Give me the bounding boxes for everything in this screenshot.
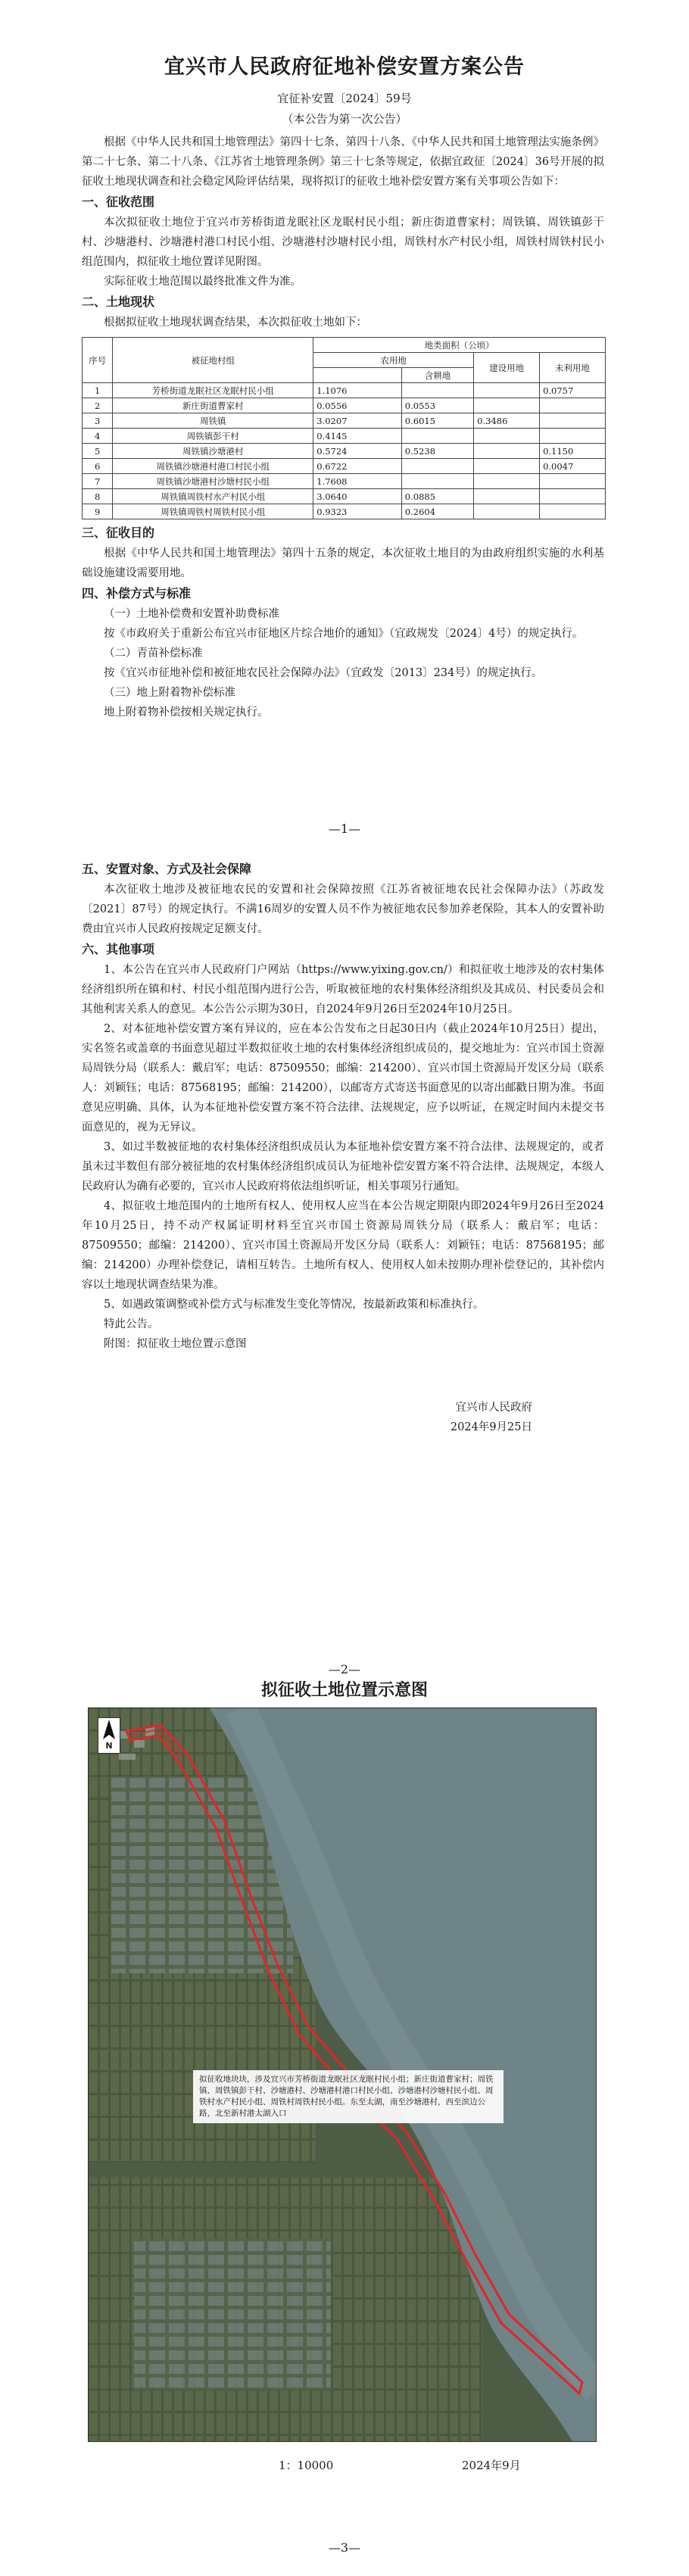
cell-farm: 1.1076 xyxy=(313,383,402,398)
section-4-2-title: （二）青苗补偿标准 xyxy=(104,647,203,660)
cell-cultivated xyxy=(401,459,473,474)
table-row xyxy=(83,429,606,444)
section-2-title: 二、土地现状 xyxy=(82,295,155,309)
cell-cultivated xyxy=(401,474,473,489)
signer: 宜兴市人民政府 xyxy=(455,1402,532,1414)
section-5-body: 本次征收土地涉及被征地农民的安置和社会保障按照《江苏省被征地农民社会保障办法》（苏政发〔2021〕87号）的规定执行。不满16周岁的安置人员不作为被征地农民参加养老保险，其本人的安置补助费由宜兴市人民政府按规定足额支付。 xyxy=(82,884,604,935)
cell-build xyxy=(474,398,540,413)
cell-unit: 周铁镇周铁村周铁村民小组 xyxy=(113,504,313,519)
cell-unit: 芳桥街道龙眠社区龙眠村民小组 xyxy=(113,383,313,398)
map-date: 2024年9月 xyxy=(462,2459,521,2472)
cell-unused xyxy=(540,398,606,413)
section-4-title: 四、补偿方式与标准 xyxy=(82,586,192,600)
cell-seq: 3 xyxy=(83,413,113,429)
cell-build xyxy=(474,383,540,398)
cell-farm: 3.0640 xyxy=(313,489,402,504)
cell-farm: 0.9323 xyxy=(313,504,402,519)
cell-build xyxy=(474,474,540,489)
section-3-body: 根据《中华人民共和国土地管理法》第四十五条的规定，本次征收土地目的为由政府组织实施的水利基础设施建设需要用地。 xyxy=(82,547,604,579)
map-annotation-box: 拟征收地块块，涉及宜兴市芳桥街道龙眠社区龙眠村民小组；新庄街道曹家村；周铁镇、周铁镇彭干村、沙塘港村、沙塘港村港口村民小组、沙塘港村沙塘村民小组、周铁村水产村民小组、周铁村周铁村民小组。东至太湖，南至沙塘港村，西至滨边公路，北至新村港太湖入口 xyxy=(193,2070,504,2123)
map-title: 拟征收土地位置示意图 xyxy=(260,1681,428,1700)
cell-unused xyxy=(540,474,606,489)
section-6-title: 六、其他事项 xyxy=(82,942,155,956)
cell-seq: 2 xyxy=(83,398,113,413)
cell-build xyxy=(474,504,540,519)
page-number-1: —1— xyxy=(328,822,361,836)
attachment-note: 附图：拟征收土地位置示意图 xyxy=(104,1338,247,1350)
cell-unused: 0.0757 xyxy=(540,383,606,398)
header-unused: 未利用地 xyxy=(540,353,606,383)
other-item-5: 5、如遇政策调整或补偿方式与标准发生变化等情况，按最新政策和标准执行。 xyxy=(104,1299,485,1311)
cell-build xyxy=(474,444,540,459)
table-row xyxy=(83,504,606,519)
header-cultivated: 含耕地 xyxy=(401,368,473,383)
section-2-intro: 根据拟征收土地现状调查结果，本次拟征收土地如下： xyxy=(104,317,367,329)
cell-unused: 0.1150 xyxy=(540,444,606,459)
cell-cultivated: 0.5238 xyxy=(401,444,473,459)
location-map xyxy=(88,1707,597,2442)
other-item-4: 4、拟征收土地范围内的土地所有权人、使用权人应当在本公告规定期限内即2024年9月26日至2024年10月25日，持不动产权属证明材料至宜兴市国土资源局周铁分局（联系人：戴启军；电话：87509550；邮编：214200）、宜兴市国土资源局开发区分局（联系人：刘颖钰；电话：87568195；邮编：214200）办理补偿登记，请相互转告。土地所有权人、使用权人如未按期办理补偿登记的，其补偿内容以土地现状调查结果为准。 xyxy=(82,1200,604,1291)
page-number-2: —2— xyxy=(328,1662,361,1676)
header-build: 建设用地 xyxy=(474,353,540,383)
cell-unused xyxy=(540,429,606,444)
cell-build: 0.3486 xyxy=(474,413,540,429)
land-status-table xyxy=(82,337,606,519)
header-farm: 农用地 xyxy=(313,353,474,368)
map-scale: 1：10000 xyxy=(279,2459,334,2472)
cell-seq: 4 xyxy=(83,429,113,444)
table-row xyxy=(83,413,606,429)
intro-paragraph: 根据《中华人民共和国土地管理法》第四十七条、第四十八条、《中华人民共和国土地管理法实施条例》第二十七条、第二十八条、《江苏省土地管理条例》第三十七条等规定，依据宜政征〔2024〕36号开展的拟征收土地现状调查和社会稳定风险评估结果，现将拟订的征收土地补偿安置方案有关事项公告如下： xyxy=(82,136,604,188)
cell-cultivated: 0.6015 xyxy=(401,413,473,429)
north-arrow xyxy=(98,1717,120,1754)
section-5-title: 五、安置对象、方式及社会保障 xyxy=(82,862,252,876)
cell-unit: 新庄街道曹家村 xyxy=(113,398,313,413)
page-number-3: —3— xyxy=(328,2540,361,2555)
header-area: 地类面积（公顷） xyxy=(313,338,606,353)
cell-seq: 9 xyxy=(83,504,113,519)
cell-cultivated xyxy=(401,429,473,444)
cell-farm: 0.6722 xyxy=(313,459,402,474)
page-2 xyxy=(0,848,689,1639)
cell-seq: 6 xyxy=(83,459,113,474)
cell-cultivated: 0.0553 xyxy=(401,398,473,413)
section-4-1-title: （一）土地补偿费和安置补助费标准 xyxy=(104,608,279,620)
cell-unit: 周铁镇彭干村 xyxy=(113,429,313,444)
page-3 xyxy=(0,1639,689,2576)
table-row xyxy=(83,398,606,413)
north-arrow-icon xyxy=(98,1718,120,1741)
cell-build xyxy=(474,459,540,474)
cell-farm: 0.0556 xyxy=(313,398,402,413)
cell-unit: 周铁镇沙塘港村沙塘村民小组 xyxy=(113,474,313,489)
cell-cultivated xyxy=(401,383,473,398)
notice-title: 宜兴市人民政府征地补偿安置方案公告 xyxy=(164,55,525,79)
cell-unused xyxy=(540,413,606,429)
table-row xyxy=(83,383,606,398)
header-farm-sub xyxy=(313,368,402,383)
cell-farm: 1.7608 xyxy=(313,474,402,489)
cell-unused: 0.0047 xyxy=(540,459,606,474)
cell-unit: 周铁镇周铁村水产村民小组 xyxy=(113,489,313,504)
cell-unused xyxy=(540,504,606,519)
section-4-3-body: 地上附着物补偿按相关规定执行。 xyxy=(104,706,269,719)
section-1-title: 一、征收范围 xyxy=(82,195,155,209)
table-row xyxy=(83,474,606,489)
cell-seq: 7 xyxy=(83,474,113,489)
other-item-1: 1、本公告在宜兴市人民政府门户网站（https://www.yixing.gov.cn/）和拟征收土地涉及的农村集体经济组织所在镇和村、村民小组范围内进行公告，听取被征地的农村集体经济组织及其成员、村民委员会和其他利害关系人的意见。本公告公示期为30日，自2024年9月26日至2024年10月25日。 xyxy=(82,964,604,1015)
notice-session: （本公告为第一次公告） xyxy=(282,112,407,126)
cell-unit: 周铁镇 xyxy=(113,413,313,429)
cell-unit: 周铁镇沙塘港村港口村民小组 xyxy=(113,459,313,474)
section-4-1-body: 按《市政府关于重新公布宜兴市征地区片综合地价的通知》（宜政规发〔2024〕4号）的规定执行。 xyxy=(104,628,584,640)
header-unit: 被征地村组 xyxy=(113,338,313,383)
header-seq: 序号 xyxy=(83,338,113,383)
table-row xyxy=(83,459,606,474)
cell-build xyxy=(474,429,540,444)
section-1-note: 实际征收土地范围以最终批准文件为准。 xyxy=(104,276,301,288)
cell-farm: 3.0207 xyxy=(313,413,402,429)
cell-unit: 周铁镇沙塘港村 xyxy=(113,444,313,459)
section-4-2-body: 按《宜兴市征地补偿和被征地农民社会保障办法》（宜政发〔2013〕234号）的规定执行。 xyxy=(104,667,543,679)
table-row xyxy=(83,444,606,459)
cell-build xyxy=(474,489,540,504)
section-4-3-title: （三）地上附着物补偿标准 xyxy=(104,687,235,699)
cell-farm: 0.4145 xyxy=(313,429,402,444)
cell-unused xyxy=(540,489,606,504)
north-label: N xyxy=(105,1741,113,1751)
cell-seq: 8 xyxy=(83,489,113,504)
cell-cultivated: 0.2604 xyxy=(401,504,473,519)
cell-seq: 5 xyxy=(83,444,113,459)
cell-cultivated: 0.0885 xyxy=(401,489,473,504)
closing-text: 特此公告。 xyxy=(104,1318,159,1330)
sign-date: 2024年9月25日 xyxy=(450,1421,532,1433)
section-3-title: 三、征收目的 xyxy=(82,525,155,540)
page-1 xyxy=(0,0,689,848)
other-item-3: 3、如过半数被征地的农村集体经济组织成员认为本征地补偿安置方案不符合法律、法规规定的，或者虽未过半数但有部分被征地的农村集体经济组织成员认为征地补偿安置方案不符合法律、法规规定，本级人民政府认为确有必要的，宜兴市人民政府将依法组织听证，相关事项另行通知。 xyxy=(82,1141,604,1193)
other-item-2: 2、对本征地补偿安置方案有异议的，应在本公告发布之日起30日内（截止2024年10月25日）提出，实名签名或盖章的书面意见超过半数拟征收土地的农村集体经济组织成员的，提交地址为：宜兴市国土资源局周铁分局（联系人：戴启军；电话：87509550；邮编：214200）、宜兴市国土资源局开发区分局（联系人：刘颖钰；电话：87568195；邮编：214200），以邮寄方式寄送书面意见的以寄出邮戳日期为准。书面意见应明确、具体，认为本征地补偿安置方案不符合法律、法规规定，应予以听证，在规定时间内未提交书面意见的，视为无异议。 xyxy=(82,1023,604,1134)
section-1-body: 本次拟征收土地位于宜兴市芳桥街道龙眠社区龙眠村民小组；新庄街道曹家村；周铁镇、周铁镇彭干村、沙塘港村、沙塘港村港口村民小组、沙塘港村沙塘村民小组，周铁村水产村民小组，周铁村周铁村民小组范围内，拟征收土地位置详见附图。 xyxy=(82,217,604,268)
document-number: 宜征补安置〔2024〕59号 xyxy=(277,92,412,105)
cell-seq: 1 xyxy=(83,383,113,398)
cell-farm: 0.5724 xyxy=(313,444,402,459)
table-row xyxy=(83,489,606,504)
